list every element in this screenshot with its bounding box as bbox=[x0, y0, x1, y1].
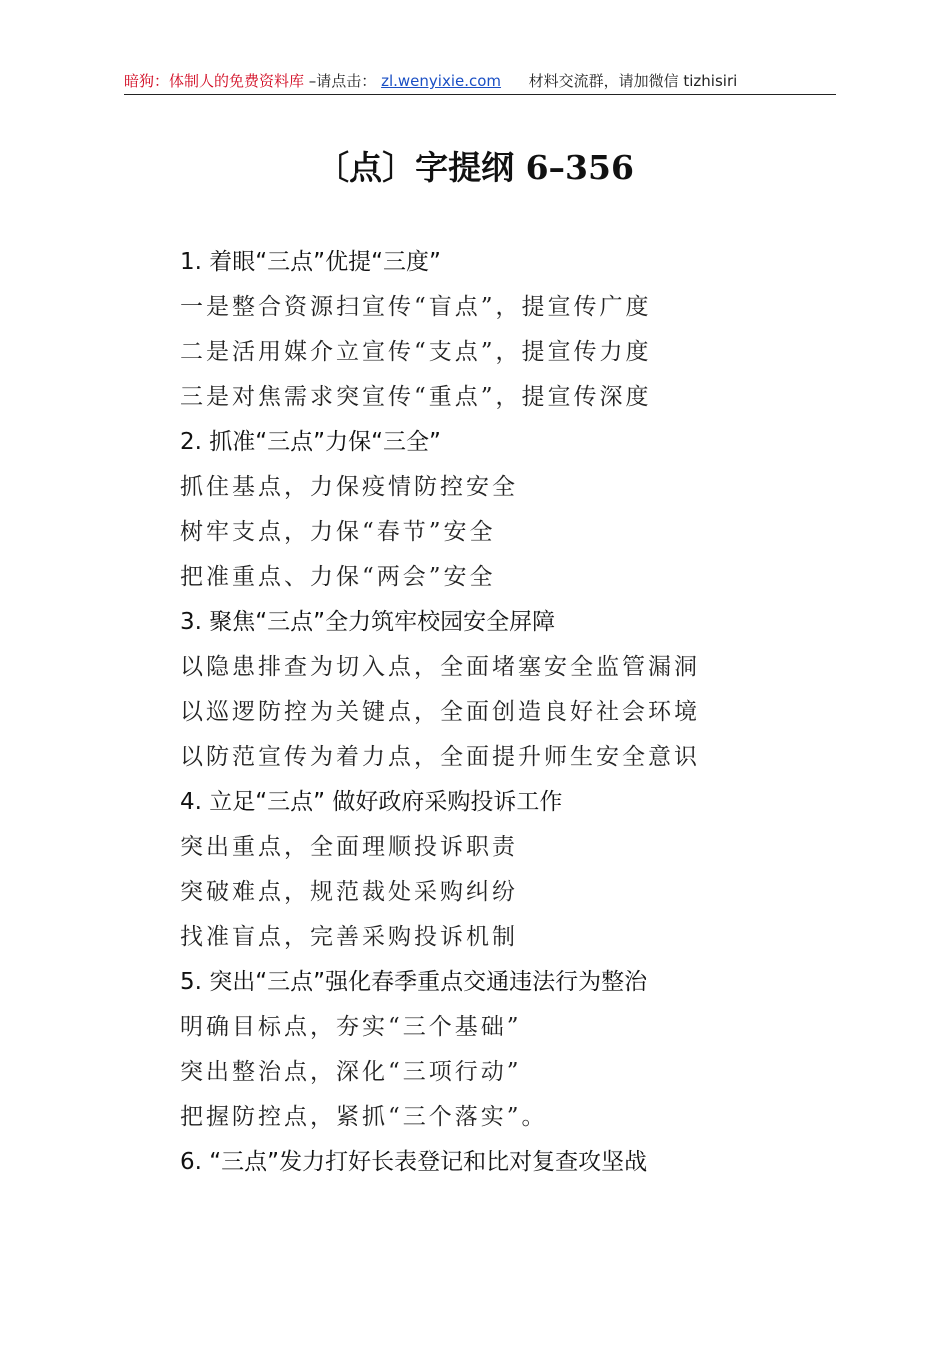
outline-item: 抓住基点，力保疫情防控安全 bbox=[180, 474, 518, 500]
outline-item: 树牢支点，力保“春节”安全 bbox=[180, 519, 496, 545]
outline-item: 突出重点，全面理顺投诉职责 bbox=[180, 834, 518, 860]
outline-item: 把准重点、力保“两会”安全 bbox=[180, 564, 496, 590]
header-link[interactable]: zl.wenyixie.com bbox=[381, 72, 502, 90]
outline-heading: 2. 抓准“三点”力保“三全” bbox=[180, 429, 441, 455]
outline-item: 以隐患排查为切入点，全面堵塞安全监管漏洞 bbox=[180, 654, 700, 680]
outline-heading: 5. 突出“三点”强化春季重点交通违法行为整治 bbox=[180, 969, 648, 995]
outline-item: 突出整治点，深化“三项行动” bbox=[180, 1059, 522, 1085]
outline-item: 明确目标点，夯实“三个基础” bbox=[180, 1014, 522, 1040]
outline-heading: 4. 立足“三点” 做好政府采购投诉工作 bbox=[180, 789, 563, 815]
page-header bbox=[124, 68, 836, 95]
header-brand: 暗狗：体制人的免费资料库 bbox=[124, 72, 305, 90]
page-title: 〔点〕字提纲 6–356 bbox=[316, 148, 634, 187]
outline-item: 一是整合资源扫宣传“盲点”，提宣传广度 bbox=[180, 294, 652, 320]
outline-item: 以巡逻防控为关键点，全面创造良好社会环境 bbox=[180, 699, 700, 725]
header-click-prefix: –请点击： bbox=[308, 72, 377, 90]
outline-heading: 1. 着眼“三点”优提“三度” bbox=[180, 249, 441, 275]
outline-body bbox=[180, 240, 880, 1185]
header-contact: 材料交流群，请加微信 tizhisiri bbox=[528, 72, 738, 90]
outline-heading: 6. “三点”发力打好长表登记和比对复查攻坚战 bbox=[180, 1149, 648, 1175]
outline-heading: 3. 聚焦“三点”全力筑牢校园安全屏障 bbox=[180, 609, 556, 635]
outline-item: 二是活用媒介立宣传“支点”，提宣传力度 bbox=[180, 339, 652, 365]
outline-item: 以防范宣传为着力点，全面提升师生安全意识 bbox=[180, 744, 700, 770]
outline-item: 三是对焦需求突宣传“重点”，提宣传深度 bbox=[180, 384, 652, 410]
outline-item: 把握防控点，紧抓“三个落实”。 bbox=[180, 1104, 548, 1130]
outline-item: 突破难点，规范裁处采购纠纷 bbox=[180, 879, 518, 905]
outline-item: 找准盲点，完善采购投诉机制 bbox=[180, 924, 518, 950]
